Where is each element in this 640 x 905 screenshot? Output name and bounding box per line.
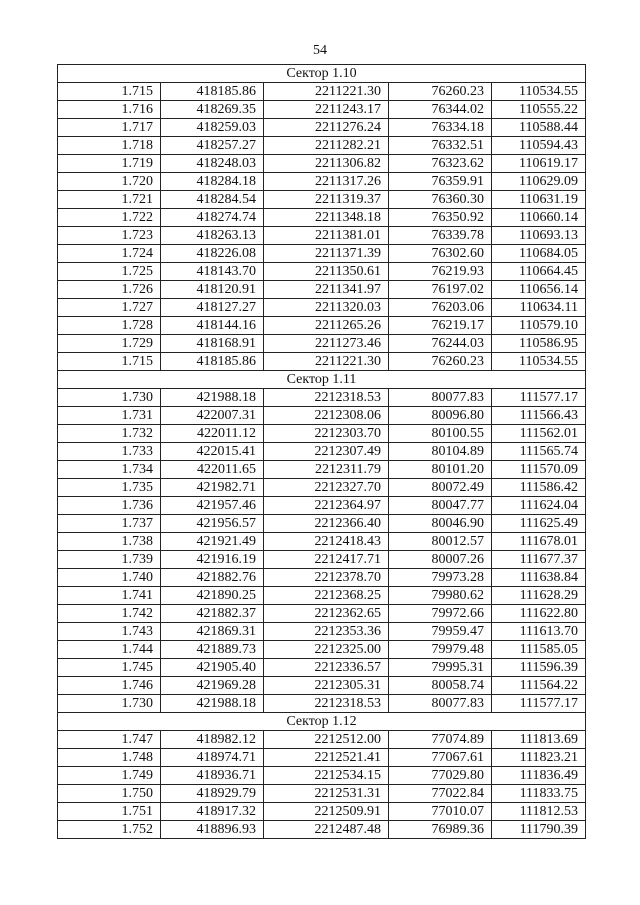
table-cell: 418269.35	[161, 101, 264, 119]
table-cell: 110586.95	[492, 335, 586, 353]
table-cell: 76344.02	[389, 101, 492, 119]
sector-title: Сектор 1.11	[58, 371, 586, 389]
table-row	[58, 335, 586, 353]
table-row	[58, 227, 586, 245]
table-cell: 2211221.30	[264, 353, 389, 371]
table-cell: 421988.18	[161, 389, 264, 407]
table-cell: 111812.53	[492, 803, 586, 821]
page-number: 54	[313, 43, 327, 58]
table-row	[58, 209, 586, 227]
table-cell: 111624.04	[492, 497, 586, 515]
table-cell: 418284.18	[161, 173, 264, 191]
sector-title: Сектор 1.12	[58, 713, 586, 731]
table-row	[58, 785, 586, 803]
table-cell: 418936.71	[161, 767, 264, 785]
table-row	[58, 551, 586, 569]
table-cell: 76197.02	[389, 281, 492, 299]
table-cell: 1.739	[58, 551, 161, 569]
table-cell: 2211371.39	[264, 245, 389, 263]
table-cell: 1.730	[58, 389, 161, 407]
table-cell: 421982.71	[161, 479, 264, 497]
table-cell: 2212327.70	[264, 479, 389, 497]
table-row	[58, 299, 586, 317]
table-cell: 110660.14	[492, 209, 586, 227]
table-cell: 418127.27	[161, 299, 264, 317]
table-cell: 111678.01	[492, 533, 586, 551]
table-row	[58, 281, 586, 299]
table-cell: 110588.44	[492, 119, 586, 137]
table-cell: 111577.17	[492, 389, 586, 407]
table-row	[58, 119, 586, 137]
table-cell: 77029.80	[389, 767, 492, 785]
table-cell: 422015.41	[161, 443, 264, 461]
table-row	[58, 623, 586, 641]
table-cell: 80058.74	[389, 677, 492, 695]
table-cell: 2211276.24	[264, 119, 389, 137]
table-cell: 80047.77	[389, 497, 492, 515]
table-cell: 1.725	[58, 263, 161, 281]
table-cell: 1.747	[58, 731, 161, 749]
sector-header-row	[58, 65, 586, 83]
table-cell: 421916.19	[161, 551, 264, 569]
table-cell: 2212362.65	[264, 605, 389, 623]
table-cell: 110534.55	[492, 353, 586, 371]
table-cell: 421956.57	[161, 515, 264, 533]
table-cell: 418144.16	[161, 317, 264, 335]
table-row	[58, 569, 586, 587]
table-cell: 418185.86	[161, 353, 264, 371]
table-cell: 110631.19	[492, 191, 586, 209]
table-row	[58, 317, 586, 335]
table-cell: 2212311.79	[264, 461, 389, 479]
table-cell: 2211348.18	[264, 209, 389, 227]
table-cell: 77022.84	[389, 785, 492, 803]
table-cell: 421969.28	[161, 677, 264, 695]
table-cell: 418917.32	[161, 803, 264, 821]
table-row	[58, 461, 586, 479]
table-row	[58, 479, 586, 497]
table-cell: 418263.13	[161, 227, 264, 245]
table-cell: 111586.42	[492, 479, 586, 497]
table-cell: 80101.20	[389, 461, 492, 479]
table-cell: 2211320.03	[264, 299, 389, 317]
table-cell: 2212368.25	[264, 587, 389, 605]
table-row	[58, 677, 586, 695]
table-cell: 422007.31	[161, 407, 264, 425]
table-row	[58, 605, 586, 623]
table-cell: 77067.61	[389, 749, 492, 767]
table-cell: 111566.43	[492, 407, 586, 425]
table-cell: 1.729	[58, 335, 161, 353]
table-cell: 111562.01	[492, 425, 586, 443]
table-cell: 1.727	[58, 299, 161, 317]
table-cell: 2212318.53	[264, 389, 389, 407]
table-cell: 111577.17	[492, 695, 586, 713]
table-cell: 2212336.57	[264, 659, 389, 677]
table-cell: 111565.74	[492, 443, 586, 461]
table-row	[58, 245, 586, 263]
table-cell: 1.724	[58, 245, 161, 263]
sector-header-row	[58, 713, 586, 731]
table-cell: 77010.07	[389, 803, 492, 821]
table-cell: 418929.79	[161, 785, 264, 803]
table-cell: 2212534.15	[264, 767, 389, 785]
table-cell: 80104.89	[389, 443, 492, 461]
table-cell: 421889.73	[161, 641, 264, 659]
table-row	[58, 497, 586, 515]
table-row	[58, 389, 586, 407]
table-cell: 110579.10	[492, 317, 586, 335]
table-cell: 418226.08	[161, 245, 264, 263]
table-cell: 76203.06	[389, 299, 492, 317]
table-cell: 421921.49	[161, 533, 264, 551]
table-cell: 76360.30	[389, 191, 492, 209]
table-cell: 418284.54	[161, 191, 264, 209]
table-cell: 79959.47	[389, 623, 492, 641]
table-cell: 421882.37	[161, 605, 264, 623]
table-cell: 1.752	[58, 821, 161, 839]
table-row	[58, 101, 586, 119]
table-cell: 2212378.70	[264, 569, 389, 587]
sector-title: Сектор 1.10	[58, 65, 586, 83]
table-cell: 1.745	[58, 659, 161, 677]
table-cell: 1.744	[58, 641, 161, 659]
table-cell: 418974.71	[161, 749, 264, 767]
table-cell: 111585.05	[492, 641, 586, 659]
table-cell: 80077.83	[389, 389, 492, 407]
table-row	[58, 659, 586, 677]
table-cell: 1.721	[58, 191, 161, 209]
table-cell: 80046.90	[389, 515, 492, 533]
table-cell: 1.732	[58, 425, 161, 443]
table-cell: 80072.49	[389, 479, 492, 497]
table-cell: 421882.76	[161, 569, 264, 587]
table-cell: 418259.03	[161, 119, 264, 137]
table-cell: 1.717	[58, 119, 161, 137]
table-cell: 76302.60	[389, 245, 492, 263]
table-cell: 421988.18	[161, 695, 264, 713]
table-cell: 111813.69	[492, 731, 586, 749]
table-cell: 422011.12	[161, 425, 264, 443]
table-cell: 418257.27	[161, 137, 264, 155]
table-cell: 76244.03	[389, 335, 492, 353]
table-cell: 110656.14	[492, 281, 586, 299]
table-cell: 110619.17	[492, 155, 586, 173]
table-cell: 111622.80	[492, 605, 586, 623]
table-cell: 76350.92	[389, 209, 492, 227]
table-cell: 1.716	[58, 101, 161, 119]
table-cell: 111790.39	[492, 821, 586, 839]
table-cell: 2212531.31	[264, 785, 389, 803]
table-cell: 1.733	[58, 443, 161, 461]
table-cell: 2212318.53	[264, 695, 389, 713]
table-cell: 111625.49	[492, 515, 586, 533]
table-cell: 111596.39	[492, 659, 586, 677]
table-cell: 77074.89	[389, 731, 492, 749]
table-cell: 1.751	[58, 803, 161, 821]
table-cell: 1.728	[58, 317, 161, 335]
table-cell: 2211282.21	[264, 137, 389, 155]
table-cell: 111836.49	[492, 767, 586, 785]
table-row	[58, 533, 586, 551]
table-cell: 1.715	[58, 83, 161, 101]
table-cell: 1.742	[58, 605, 161, 623]
table-row	[58, 407, 586, 425]
table-cell: 2211319.37	[264, 191, 389, 209]
table-cell: 418185.86	[161, 83, 264, 101]
table-cell: 1.719	[58, 155, 161, 173]
table-cell: 76219.17	[389, 317, 492, 335]
table-cell: 2212325.00	[264, 641, 389, 659]
table-cell: 2212308.06	[264, 407, 389, 425]
table-cell: 2212366.40	[264, 515, 389, 533]
table-row	[58, 353, 586, 371]
table-cell: 2212305.31	[264, 677, 389, 695]
table-cell: 110594.43	[492, 137, 586, 155]
table-cell: 76260.23	[389, 353, 492, 371]
table-cell: 2211381.01	[264, 227, 389, 245]
table-cell: 76339.78	[389, 227, 492, 245]
table-row	[58, 749, 586, 767]
table-cell: 2212364.97	[264, 497, 389, 515]
table-cell: 421905.40	[161, 659, 264, 677]
table-cell: 76334.18	[389, 119, 492, 137]
coordinates-table	[57, 64, 586, 839]
table-cell: 80007.26	[389, 551, 492, 569]
table-cell: 418896.93	[161, 821, 264, 839]
table-cell: 79973.28	[389, 569, 492, 587]
table-cell: 1.741	[58, 587, 161, 605]
table-row	[58, 263, 586, 281]
table-cell: 2212417.71	[264, 551, 389, 569]
table-cell: 76219.93	[389, 263, 492, 281]
table-cell: 1.726	[58, 281, 161, 299]
table-row	[58, 641, 586, 659]
table-cell: 80100.55	[389, 425, 492, 443]
table-cell: 2211350.61	[264, 263, 389, 281]
table-cell: 79995.31	[389, 659, 492, 677]
table-cell: 80077.83	[389, 695, 492, 713]
table-cell: 418120.91	[161, 281, 264, 299]
table-cell: 418274.74	[161, 209, 264, 227]
table-cell: 2212509.91	[264, 803, 389, 821]
table-cell: 1.736	[58, 497, 161, 515]
table-cell: 1.749	[58, 767, 161, 785]
table-cell: 110634.11	[492, 299, 586, 317]
table-cell: 1.748	[58, 749, 161, 767]
table-row	[58, 443, 586, 461]
table-cell: 110684.05	[492, 245, 586, 263]
table-cell: 1.718	[58, 137, 161, 155]
table-cell: 1.720	[58, 173, 161, 191]
table-cell: 418143.70	[161, 263, 264, 281]
table-cell: 2212487.48	[264, 821, 389, 839]
table-row	[58, 821, 586, 839]
table-cell: 2212353.36	[264, 623, 389, 641]
table-cell: 421957.46	[161, 497, 264, 515]
table-cell: 1.722	[58, 209, 161, 227]
table-row	[58, 425, 586, 443]
table-cell: 76332.51	[389, 137, 492, 155]
table-cell: 418982.12	[161, 731, 264, 749]
table-cell: 2212303.70	[264, 425, 389, 443]
table-cell: 110664.45	[492, 263, 586, 281]
table-cell: 418248.03	[161, 155, 264, 173]
table-row	[58, 83, 586, 101]
table-cell: 421869.31	[161, 623, 264, 641]
table-row	[58, 587, 586, 605]
table-body	[58, 65, 586, 839]
table-cell: 2212512.00	[264, 731, 389, 749]
sector-header-row	[58, 371, 586, 389]
table-cell: 422011.65	[161, 461, 264, 479]
table-cell: 2211341.97	[264, 281, 389, 299]
table-cell: 110555.22	[492, 101, 586, 119]
table-row	[58, 191, 586, 209]
table-cell: 79980.62	[389, 587, 492, 605]
table-row	[58, 731, 586, 749]
table-cell: 2212521.41	[264, 749, 389, 767]
table-cell: 111570.09	[492, 461, 586, 479]
table-cell: 1.730	[58, 695, 161, 713]
table-cell: 79979.48	[389, 641, 492, 659]
table-row	[58, 695, 586, 713]
table-cell: 2212307.49	[264, 443, 389, 461]
table-cell: 111833.75	[492, 785, 586, 803]
table-cell: 1.740	[58, 569, 161, 587]
table-cell: 110629.09	[492, 173, 586, 191]
table-row	[58, 137, 586, 155]
table-cell: 111613.70	[492, 623, 586, 641]
table-row	[58, 803, 586, 821]
table-cell: 1.735	[58, 479, 161, 497]
table-row	[58, 155, 586, 173]
table-cell: 111677.37	[492, 551, 586, 569]
table-row	[58, 767, 586, 785]
table-cell: 421890.25	[161, 587, 264, 605]
table-row	[58, 515, 586, 533]
table-cell: 111628.29	[492, 587, 586, 605]
table-cell: 2211317.26	[264, 173, 389, 191]
table-cell: 1.737	[58, 515, 161, 533]
table-cell: 111638.84	[492, 569, 586, 587]
table-cell: 2211243.17	[264, 101, 389, 119]
table-cell: 111823.21	[492, 749, 586, 767]
table-cell: 2212418.43	[264, 533, 389, 551]
table-cell: 2211221.30	[264, 83, 389, 101]
table-cell: 2211265.26	[264, 317, 389, 335]
table-cell: 1.731	[58, 407, 161, 425]
table-cell: 76359.91	[389, 173, 492, 191]
table-cell: 80012.57	[389, 533, 492, 551]
table-cell: 111564.22	[492, 677, 586, 695]
table-row	[58, 173, 586, 191]
table-cell: 1.734	[58, 461, 161, 479]
table-cell: 110534.55	[492, 83, 586, 101]
table-cell: 1.746	[58, 677, 161, 695]
table-cell: 1.738	[58, 533, 161, 551]
table-cell: 1.715	[58, 353, 161, 371]
table-cell: 76323.62	[389, 155, 492, 173]
table-cell: 1.743	[58, 623, 161, 641]
table-cell: 2211306.82	[264, 155, 389, 173]
table-cell: 1.750	[58, 785, 161, 803]
table-cell: 79972.66	[389, 605, 492, 623]
table-cell: 80096.80	[389, 407, 492, 425]
table-cell: 418168.91	[161, 335, 264, 353]
table-cell: 110693.13	[492, 227, 586, 245]
table-cell: 1.723	[58, 227, 161, 245]
table-cell: 76989.36	[389, 821, 492, 839]
table-cell: 76260.23	[389, 83, 492, 101]
table-cell: 2211273.46	[264, 335, 389, 353]
